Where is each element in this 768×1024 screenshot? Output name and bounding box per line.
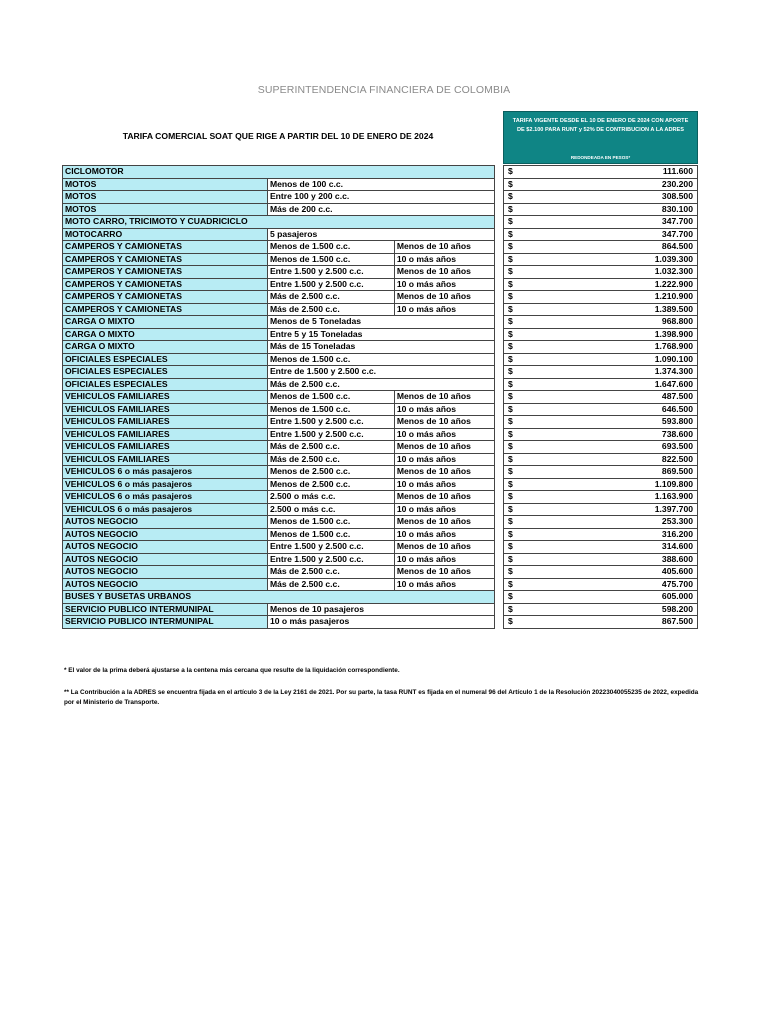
spec-cell: Menos de 1.500 c.c. xyxy=(267,403,394,416)
organization-name: SUPERINTENDENCIA FINANCIERA DE COLOMBIA xyxy=(257,84,511,96)
prices-table xyxy=(503,165,698,629)
price-value: 1.398.900 xyxy=(520,328,698,341)
age-cell: Menos de 10 años xyxy=(394,541,494,554)
price-row xyxy=(504,541,698,554)
vehicle-category-cell: CARGA O MIXTO xyxy=(63,341,268,354)
vehicle-category-cell: VEHICULOS FAMILIARES xyxy=(63,403,268,416)
age-cell: 10 o más años xyxy=(394,553,494,566)
price-value: 830.100 xyxy=(520,203,698,216)
price-row xyxy=(504,553,698,566)
spec-cell: Menos de 1.500 c.c. xyxy=(267,241,394,254)
vehicle-category-cell: CAMPEROS Y CAMIONETAS xyxy=(63,278,268,291)
table-row xyxy=(63,216,495,229)
price-value: 405.600 xyxy=(520,566,698,579)
price-value: 646.500 xyxy=(520,403,698,416)
table-row xyxy=(63,553,495,566)
table-row xyxy=(63,391,495,404)
vehicle-category-cell: MOTOCARRO xyxy=(63,228,268,241)
price-row xyxy=(504,303,698,316)
price-row xyxy=(504,291,698,304)
vehicle-category-cell: AUTOS NEGOCIO xyxy=(63,528,268,541)
age-cell: 10 o más años xyxy=(394,403,494,416)
currency-symbol: $ xyxy=(504,291,521,304)
price-value: 968.800 xyxy=(520,316,698,329)
vehicle-category-cell: SERVICIO PUBLICO INTERMUNIPAL xyxy=(63,603,268,616)
table-row xyxy=(63,403,495,416)
age-cell: 10 o más años xyxy=(394,253,494,266)
table-row xyxy=(63,541,495,554)
table-row xyxy=(63,416,495,429)
table-row xyxy=(63,466,495,479)
price-row xyxy=(504,253,698,266)
spec-cell: Menos de 1.500 c.c. xyxy=(267,253,394,266)
price-row xyxy=(504,266,698,279)
currency-symbol: $ xyxy=(504,616,521,629)
table-row xyxy=(63,353,495,366)
vehicle-category-cell: MOTOS xyxy=(63,203,268,216)
spec-cell: Menos de 1.500 c.c. xyxy=(267,353,494,366)
vehicle-category-cell: VEHICULOS 6 o más pasajeros xyxy=(63,491,268,504)
table-row xyxy=(63,428,495,441)
currency-symbol: $ xyxy=(504,166,521,179)
tariff-column-header xyxy=(503,111,698,164)
table-row xyxy=(63,291,495,304)
table-row xyxy=(63,341,495,354)
currency-symbol: $ xyxy=(504,216,521,229)
price-value: 822.500 xyxy=(520,453,698,466)
price-value: 1.090.100 xyxy=(520,353,698,366)
currency-symbol: $ xyxy=(504,603,521,616)
price-row xyxy=(504,428,698,441)
price-row xyxy=(504,478,698,491)
price-value: 314.600 xyxy=(520,541,698,554)
table-row xyxy=(63,528,495,541)
vehicle-category-cell: VEHICULOS 6 o más pasajeros xyxy=(63,466,268,479)
vehicle-category-cell: CARGA O MIXTO xyxy=(63,328,268,341)
tariff-header-sub: REDONDEADA EN PESOS* xyxy=(570,155,631,160)
price-row xyxy=(504,441,698,454)
price-row xyxy=(504,353,698,366)
currency-symbol: $ xyxy=(504,228,521,241)
price-row xyxy=(504,241,698,254)
spec-cell: Entre 1.500 y 2.500 c.c. xyxy=(267,553,394,566)
spec-cell: Entre 1.500 y 2.500 c.c. xyxy=(267,278,394,291)
age-cell: 10 o más años xyxy=(394,278,494,291)
age-cell: 10 o más años xyxy=(394,303,494,316)
age-cell: Menos de 10 años xyxy=(394,516,494,529)
spec-cell: Entre 1.500 y 2.500 c.c. xyxy=(267,416,394,429)
spec-cell: Más de 200 c.c. xyxy=(267,203,494,216)
currency-symbol: $ xyxy=(504,566,521,579)
price-row xyxy=(504,453,698,466)
price-value: 111.600 xyxy=(520,166,698,179)
currency-symbol: $ xyxy=(504,366,521,379)
table-row xyxy=(63,591,495,604)
price-row xyxy=(504,278,698,291)
price-value: 1.374.300 xyxy=(520,366,698,379)
vehicle-category-cell: AUTOS NEGOCIO xyxy=(63,566,268,579)
age-cell: 10 o más años xyxy=(394,453,494,466)
table-row xyxy=(63,516,495,529)
spec-cell: Entre de 1.500 y 2.500 c.c. xyxy=(267,366,494,379)
currency-symbol: $ xyxy=(504,191,521,204)
price-value: 605.000 xyxy=(520,591,698,604)
currency-symbol: $ xyxy=(504,428,521,441)
vehicle-category-cell: VEHICULOS 6 o más pasajeros xyxy=(63,478,268,491)
table-row xyxy=(63,253,495,266)
currency-symbol: $ xyxy=(504,328,521,341)
spec-cell: Menos de 1.500 c.c. xyxy=(267,528,394,541)
price-row xyxy=(504,578,698,591)
vehicle-category-cell: SERVICIO PUBLICO INTERMUNIPAL xyxy=(63,616,268,629)
price-value: 230.200 xyxy=(520,178,698,191)
price-row xyxy=(504,341,698,354)
vehicle-category-cell: VEHICULOS FAMILIARES xyxy=(63,416,268,429)
currency-symbol: $ xyxy=(504,453,521,466)
table-row xyxy=(63,491,495,504)
currency-symbol: $ xyxy=(504,278,521,291)
price-value: 593.800 xyxy=(520,416,698,429)
age-cell: Menos de 10 años xyxy=(394,441,494,454)
age-cell: Menos de 10 años xyxy=(394,391,494,404)
spec-cell: 2.500 o más c.c. xyxy=(267,503,394,516)
price-value: 738.600 xyxy=(520,428,698,441)
vehicle-category-cell: OFICIALES ESPECIALES xyxy=(63,378,268,391)
price-value: 1.032.300 xyxy=(520,266,698,279)
currency-symbol: $ xyxy=(504,241,521,254)
price-value: 253.300 xyxy=(520,516,698,529)
spec-cell: Menos de 5 Toneladas xyxy=(267,316,494,329)
spec-cell: 2.500 o más c.c. xyxy=(267,491,394,504)
vehicle-category-cell: VEHICULOS FAMILIARES xyxy=(63,428,268,441)
spec-cell: Más de 15 Toneladas xyxy=(267,341,494,354)
price-value: 347.700 xyxy=(520,216,698,229)
price-row xyxy=(504,416,698,429)
price-value: 1.768.900 xyxy=(520,341,698,354)
price-value: 1.389.500 xyxy=(520,303,698,316)
currency-symbol: $ xyxy=(504,341,521,354)
price-value: 308.500 xyxy=(520,191,698,204)
price-value: 487.500 xyxy=(520,391,698,404)
table-row xyxy=(63,328,495,341)
table-row xyxy=(63,566,495,579)
currency-symbol: $ xyxy=(504,503,521,516)
price-row xyxy=(504,191,698,204)
price-value: 1.210.900 xyxy=(520,291,698,304)
spec-cell: Entre 1.500 y 2.500 c.c. xyxy=(267,541,394,554)
age-cell: 10 o más años xyxy=(394,478,494,491)
vehicle-category-cell: CICLOMOTOR xyxy=(63,166,495,179)
spec-cell: Más de 2.500 c.c. xyxy=(267,303,394,316)
spec-cell: Menos de 1.500 c.c. xyxy=(267,391,394,404)
table-row xyxy=(63,603,495,616)
spec-cell: Más de 2.500 c.c. xyxy=(267,291,394,304)
vehicle-category-cell: CAMPEROS Y CAMIONETAS xyxy=(63,241,268,254)
vehicle-category-cell: VEHICULOS FAMILIARES xyxy=(63,453,268,466)
price-value: 867.500 xyxy=(520,616,698,629)
price-row xyxy=(504,228,698,241)
price-value: 1.039.300 xyxy=(520,253,698,266)
currency-symbol: $ xyxy=(504,541,521,554)
spec-cell: 5 pasajeros xyxy=(267,228,494,241)
vehicle-category-cell: MOTOS xyxy=(63,191,268,204)
vehicle-category-cell: AUTOS NEGOCIO xyxy=(63,553,268,566)
vehicle-category-cell: AUTOS NEGOCIO xyxy=(63,516,268,529)
spec-cell: Más de 2.500 c.c. xyxy=(267,378,494,391)
price-value: 864.500 xyxy=(520,241,698,254)
table-row xyxy=(63,228,495,241)
vehicle-category-cell: AUTOS NEGOCIO xyxy=(63,541,268,554)
currency-symbol: $ xyxy=(504,578,521,591)
table-row xyxy=(63,278,495,291)
price-value: 388.600 xyxy=(520,553,698,566)
currency-symbol: $ xyxy=(504,591,521,604)
currency-symbol: $ xyxy=(504,516,521,529)
currency-symbol: $ xyxy=(504,528,521,541)
document-title: TARIFA COMERCIAL SOAT QUE RIGE A PARTIR DEL 10 DE ENERO DE 2024 xyxy=(122,131,434,141)
spec-cell: Menos de 2.500 c.c. xyxy=(267,466,394,479)
table-row xyxy=(63,503,495,516)
spec-cell: Más de 2.500 c.c. xyxy=(267,453,394,466)
price-row xyxy=(504,603,698,616)
currency-symbol: $ xyxy=(504,266,521,279)
currency-symbol: $ xyxy=(504,353,521,366)
spec-cell: 10 o más pasajeros xyxy=(267,616,494,629)
vehicle-category-cell: MOTO CARRO, TRICIMOTO Y CUADRICICLO xyxy=(63,216,495,229)
currency-symbol: $ xyxy=(504,416,521,429)
table-row xyxy=(63,378,495,391)
price-value: 598.200 xyxy=(520,603,698,616)
spec-cell: Más de 2.500 c.c. xyxy=(267,441,394,454)
age-cell: Menos de 10 años xyxy=(394,566,494,579)
price-row xyxy=(504,528,698,541)
price-value: 475.700 xyxy=(520,578,698,591)
currency-symbol: $ xyxy=(504,303,521,316)
table-row xyxy=(63,366,495,379)
vehicle-category-cell: MOTOS xyxy=(63,178,268,191)
price-row xyxy=(504,316,698,329)
currency-symbol: $ xyxy=(504,378,521,391)
currency-symbol: $ xyxy=(504,316,521,329)
price-row xyxy=(504,491,698,504)
currency-symbol: $ xyxy=(504,403,521,416)
price-row xyxy=(504,328,698,341)
table-row xyxy=(63,478,495,491)
spec-cell: Menos de 10 pasajeros xyxy=(267,603,494,616)
price-row xyxy=(504,203,698,216)
table-row xyxy=(63,303,495,316)
price-row xyxy=(504,378,698,391)
vehicle-category-cell: CAMPEROS Y CAMIONETAS xyxy=(63,303,268,316)
price-value: 1.109.800 xyxy=(520,478,698,491)
price-row xyxy=(504,616,698,629)
table-row xyxy=(63,316,495,329)
currency-symbol: $ xyxy=(504,391,521,404)
footnote-adres: ** La Contribución a la ADRES se encuentra fijada en el artículo 3 de la Ley 2161 de 2021. Por su parte, la tasa RUNT es fijada en el numeral 96 del Artículo 1 de la Resolución 20223040055235 de 2022, expedida por el Ministerio de Transporte. xyxy=(64,689,699,706)
spec-cell: Menos de 2.500 c.c. xyxy=(267,478,394,491)
currency-symbol: $ xyxy=(504,203,521,216)
tariff-header-main: TARIFA VIGENTE DESDE EL 10 DE ENERO DE 2024 CON APORTE DE $2.100 PARA RUNT y 52% DE CONTRIBUCION A LA ADRES xyxy=(512,118,689,133)
price-value: 347.700 xyxy=(520,228,698,241)
table-row xyxy=(63,266,495,279)
vehicle-category-cell: OFICIALES ESPECIALES xyxy=(63,366,268,379)
price-row xyxy=(504,178,698,191)
vehicle-category-cell: CARGA O MIXTO xyxy=(63,316,268,329)
table-row xyxy=(63,178,495,191)
age-cell: Menos de 10 años xyxy=(394,241,494,254)
vehicle-category-cell: AUTOS NEGOCIO xyxy=(63,578,268,591)
vehicle-category-cell: VEHICULOS FAMILIARES xyxy=(63,441,268,454)
table-row xyxy=(63,578,495,591)
age-cell: 10 o más años xyxy=(394,503,494,516)
table-row xyxy=(63,453,495,466)
spec-cell: Entre 1.500 y 2.500 c.c. xyxy=(267,428,394,441)
price-row xyxy=(504,466,698,479)
table-row xyxy=(63,441,495,454)
price-value: 316.200 xyxy=(520,528,698,541)
table-row xyxy=(63,241,495,254)
price-row xyxy=(504,366,698,379)
spec-cell: Entre 100 y 200 c.c. xyxy=(267,191,494,204)
vehicle-categories-table xyxy=(62,165,495,629)
currency-symbol: $ xyxy=(504,441,521,454)
currency-symbol: $ xyxy=(504,491,521,504)
table-row xyxy=(63,616,495,629)
vehicle-category-cell: VEHICULOS FAMILIARES xyxy=(63,391,268,404)
vehicle-category-cell: CAMPEROS Y CAMIONETAS xyxy=(63,253,268,266)
age-cell: Menos de 10 años xyxy=(394,291,494,304)
price-value: 1.647.600 xyxy=(520,378,698,391)
currency-symbol: $ xyxy=(504,466,521,479)
table-row xyxy=(63,203,495,216)
table-row xyxy=(63,166,495,179)
price-value: 869.500 xyxy=(520,466,698,479)
age-cell: Menos de 10 años xyxy=(394,266,494,279)
age-cell: 10 o más años xyxy=(394,528,494,541)
age-cell: 10 o más años xyxy=(394,428,494,441)
vehicle-category-cell: OFICIALES ESPECIALES xyxy=(63,353,268,366)
price-value: 1.163.900 xyxy=(520,491,698,504)
currency-symbol: $ xyxy=(504,178,521,191)
price-row xyxy=(504,216,698,229)
currency-symbol: $ xyxy=(504,478,521,491)
price-row xyxy=(504,516,698,529)
age-cell: Menos de 10 años xyxy=(394,466,494,479)
currency-symbol: $ xyxy=(504,553,521,566)
price-value: 1.222.900 xyxy=(520,278,698,291)
age-cell: Menos de 10 años xyxy=(394,491,494,504)
vehicle-category-cell: CAMPEROS Y CAMIONETAS xyxy=(63,291,268,304)
vehicle-category-cell: VEHICULOS 6 o más pasajeros xyxy=(63,503,268,516)
price-value: 1.397.700 xyxy=(520,503,698,516)
vehicle-category-cell: CAMPEROS Y CAMIONETAS xyxy=(63,266,268,279)
vehicle-category-cell: BUSES Y BUSETAS URBANOS xyxy=(63,591,495,604)
spec-cell: Más de 2.500 c.c. xyxy=(267,578,394,591)
footnote-rounding: * El valor de la prima deberá ajustarse a la centena más cercana que resulte de la liquidación correspondiente. xyxy=(64,667,400,674)
spec-cell: Menos de 100 c.c. xyxy=(267,178,494,191)
spec-cell: Entre 5 y 15 Toneladas xyxy=(267,328,494,341)
spec-cell: Más de 2.500 c.c. xyxy=(267,566,394,579)
spec-cell: Menos de 1.500 c.c. xyxy=(267,516,394,529)
age-cell: 10 o más años xyxy=(394,578,494,591)
price-row xyxy=(504,591,698,604)
table-row xyxy=(63,191,495,204)
price-value: 693.500 xyxy=(520,441,698,454)
currency-symbol: $ xyxy=(504,253,521,266)
price-row xyxy=(504,566,698,579)
spec-cell: Entre 1.500 y 2.500 c.c. xyxy=(267,266,394,279)
age-cell: Menos de 10 años xyxy=(394,416,494,429)
price-row xyxy=(504,403,698,416)
price-row xyxy=(504,166,698,179)
price-row xyxy=(504,503,698,516)
price-row xyxy=(504,391,698,404)
